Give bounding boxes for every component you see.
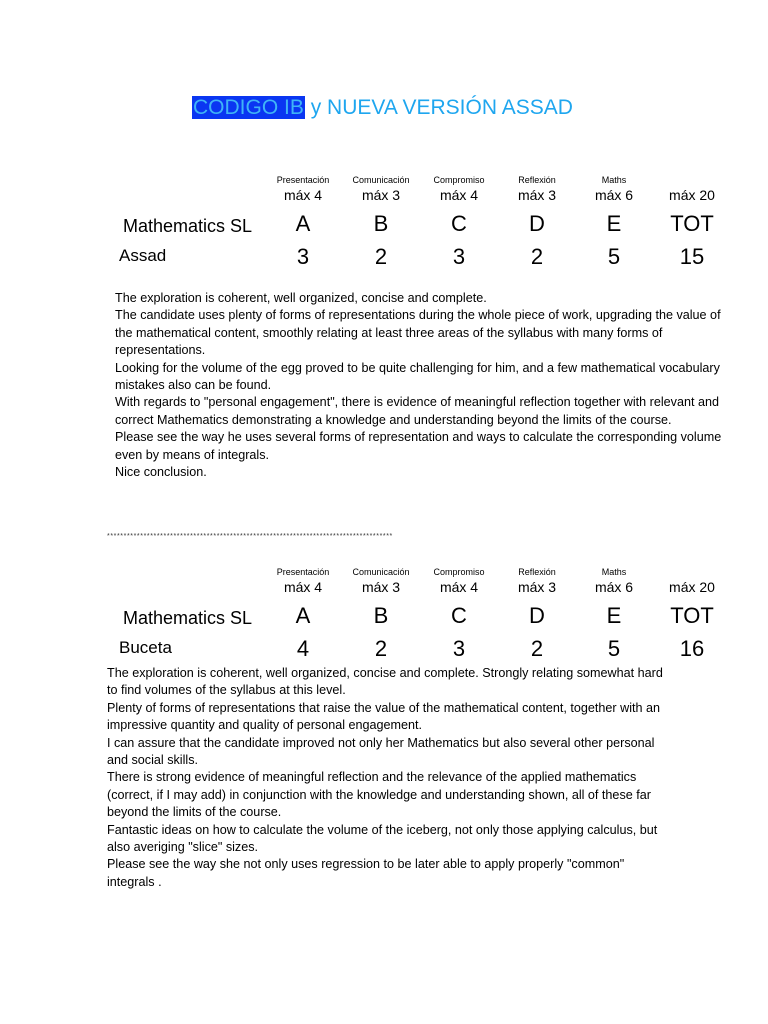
- criterion-name: Presentación: [276, 175, 330, 185]
- student-name: Buceta: [119, 638, 172, 657]
- student-name: Assad: [119, 246, 167, 265]
- comment-line: The exploration is coherent, well organized, concise and complete.: [115, 291, 487, 305]
- criterion-max: máx 4: [439, 579, 479, 595]
- criterion-max-total: máx 20: [669, 187, 715, 203]
- score: 5: [607, 636, 621, 661]
- criterion-name: Maths: [601, 175, 627, 185]
- score: 5: [607, 244, 621, 269]
- criterion-max: máx 3: [361, 579, 401, 595]
- criterion-letter: A: [295, 211, 311, 236]
- criterion-max: máx 6: [594, 187, 634, 203]
- criterion-name: Reflexión: [518, 175, 556, 185]
- comment-line: Looking for the volume of the egg proved to be quite challenging for him, and a few mathematical vocabulary mistakes also can be found.: [115, 360, 720, 393]
- criterion-name: Presentación: [276, 567, 330, 577]
- criterion-letter: E: [606, 603, 622, 628]
- comments-assad: [115, 290, 735, 481]
- title-rest: y NUEVA VERSIÓN ASSAD: [304, 96, 573, 119]
- separator: **************************************************************************************: [107, 533, 393, 540]
- score: 4: [296, 636, 310, 661]
- score: 3: [296, 244, 310, 269]
- comment-line: With regards to "personal engagement", there is evidence of meaningful reflection together with relevant and correct Mathematics demonstrating a knowledge and understanding beyond the limits of the course.: [115, 395, 719, 427]
- assessment-buceta: [0, 564, 768, 664]
- criterion-letter: C: [451, 211, 467, 236]
- comment-line: Fantastic ideas on how to calculate the volume of the iceberg, not only those applying calculus, but also averiging "slice" sizes.: [107, 822, 658, 855]
- criterion-letter: D: [529, 603, 545, 628]
- comment-line: There is strong evidence of meaningful reflection and the relevance of the applied mathematics (correct, if I may add) in conjunction with the knowledge and understanding shown, all of these far beyond the limits of the course.: [107, 770, 651, 820]
- criterion-letter: E: [606, 211, 622, 236]
- score: 2: [530, 244, 544, 269]
- comment-line: Please see the way she not only uses regression to be later able to apply properly "common" integrals .: [107, 857, 625, 889]
- criterion-max: máx 3: [517, 187, 557, 203]
- criterion-max: máx 4: [439, 187, 479, 203]
- score: 2: [530, 636, 544, 661]
- comment-line: The exploration is coherent, well organized, concise and complete. Strongly relating somewhat hard to find volumes of the syllabus at this level.: [107, 666, 663, 698]
- criterion-max: máx 3: [361, 187, 401, 203]
- criterion-letter-total: TOT: [670, 603, 714, 628]
- total-score: 15: [679, 244, 705, 269]
- comment-line: Plenty of forms of representations that raise the value of the mathematical content, together with an impressive quantity and quality of personal engagement.: [107, 700, 661, 733]
- criterion-letter: C: [451, 603, 467, 628]
- criterion-name: Comunicación: [352, 175, 410, 185]
- comment-line: I can assure that the candidate improved not only her Mathematics but also several other personal and social skills.: [107, 735, 655, 768]
- criterion-letter: B: [373, 603, 389, 628]
- total-score: 16: [679, 636, 705, 661]
- score: 3: [452, 244, 466, 269]
- criterion-max: máx 4: [283, 187, 323, 203]
- subject-name: Mathematics SL: [123, 608, 253, 628]
- title-highlight: CODIGO IB: [193, 96, 304, 119]
- criterion-name: Compromiso: [433, 567, 485, 577]
- criterion-letter: B: [373, 211, 389, 236]
- comment-line: Nice conclusion.: [115, 465, 207, 480]
- comment-line: Please see the way he uses several forms of representation and ways to calculate the corresponding volume even by means of integrals.: [115, 430, 722, 462]
- subject-name: Mathematics SL: [123, 216, 253, 236]
- criterion-letter: A: [295, 603, 311, 628]
- criterion-name: Reflexión: [518, 567, 556, 577]
- score: 2: [374, 244, 388, 269]
- page-title: [192, 94, 573, 122]
- score: 2: [374, 636, 388, 661]
- criterion-letter-total: TOT: [670, 211, 714, 236]
- comment-line: The candidate uses plenty of forms of representations during the whole piece of work, upgrading the value of the mathematical content, smoothly relating at least three areas of the syllabus with many forms of representations.: [115, 308, 721, 358]
- comments-buceta: [107, 665, 669, 891]
- criterion-letter: D: [529, 211, 545, 236]
- criterion-max: máx 6: [594, 579, 634, 595]
- criterion-max-total: máx 20: [669, 579, 715, 595]
- criterion-name: Compromiso: [433, 175, 485, 185]
- score: 3: [452, 636, 466, 661]
- criterion-name: Maths: [601, 567, 627, 577]
- criterion-name: Comunicación: [352, 567, 410, 577]
- criterion-max: máx 3: [517, 579, 557, 595]
- criterion-max: máx 4: [283, 579, 323, 595]
